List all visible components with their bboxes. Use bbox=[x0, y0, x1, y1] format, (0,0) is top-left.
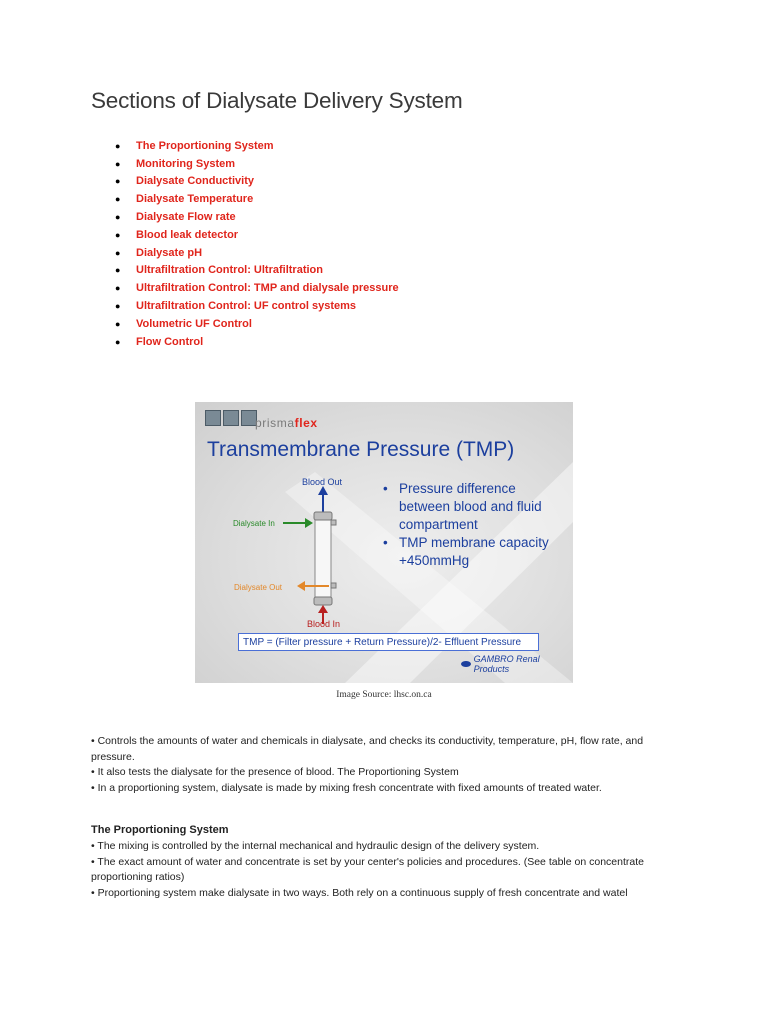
toc-link-dialysate-flow-rate[interactable]: Dialysate Flow rate bbox=[136, 211, 236, 224]
slide-bullet bbox=[383, 534, 549, 570]
toc-item bbox=[115, 262, 399, 280]
bullet-icon: ● bbox=[115, 229, 121, 240]
toc-link-uf-control-tmp[interactable]: Ultrafiltration Control: TMP and dialysale pressure bbox=[136, 282, 399, 295]
toc-link-dialysate-conductivity[interactable]: Dialysate Conductivity bbox=[136, 175, 254, 188]
toc-link-dialysate-temperature[interactable]: Dialysate Temperature bbox=[136, 193, 254, 206]
slide-heading: Transmembrane Pressure (TMP) bbox=[207, 438, 515, 461]
bullet-icon: ● bbox=[115, 158, 121, 169]
intro-paragraph: • Controls the amounts of water and chemicals in dialysate, and checks its conductivity, temperature, pH, flow rate, and pressure. bbox=[91, 735, 644, 763]
logo-prefix: prisma bbox=[255, 416, 295, 430]
bullet-icon: • bbox=[383, 535, 388, 550]
section-heading: The Proportioning System bbox=[91, 824, 229, 836]
slide-bullet-text: TMP membrane capacity +450mmHg bbox=[399, 535, 549, 568]
bullet-icon: ● bbox=[115, 194, 121, 205]
bullet-icon: ● bbox=[115, 265, 121, 276]
page-title: Sections of Dialysate Delivery System bbox=[91, 88, 463, 113]
blood-in-label: Blood In bbox=[307, 619, 341, 629]
gambro-text: GAMBRO Renal Products bbox=[473, 654, 540, 674]
dialysate-out-label: Dialysate Out bbox=[234, 583, 283, 592]
bullet-icon: ● bbox=[115, 301, 121, 312]
bullet-icon: ● bbox=[115, 176, 121, 187]
slide-bullet-list bbox=[383, 480, 549, 570]
toc-item bbox=[115, 155, 399, 173]
bullet-icon: ● bbox=[115, 212, 121, 223]
intro-paragraph: • It also tests the dialysate for the presence of blood. The Proportioning System bbox=[91, 766, 459, 778]
gambro-logo bbox=[461, 654, 573, 674]
toc-item bbox=[115, 279, 399, 297]
section-paragraph: • The mixing is controlled by the internal mechanical and hydraulic design of the delivery system. bbox=[91, 840, 540, 852]
toc-item bbox=[115, 333, 399, 351]
dialysate-in-label: Dialysate In bbox=[233, 519, 275, 528]
toc-item bbox=[115, 173, 399, 191]
slide-bullet bbox=[383, 480, 549, 534]
gambro-mark-icon bbox=[461, 661, 471, 667]
bullet-icon: ● bbox=[115, 318, 121, 329]
toc-item bbox=[115, 190, 399, 208]
toc-link-uf-control-ultrafiltration[interactable]: Ultrafiltration Control: Ultrafiltration bbox=[136, 264, 323, 277]
toc-link-uf-control-systems[interactable]: Ultrafiltration Control: UF control systems bbox=[136, 300, 357, 313]
bullet-icon: ● bbox=[115, 336, 121, 347]
toc-link-dialysate-ph[interactable]: Dialysate pH bbox=[136, 246, 203, 259]
toc-list bbox=[115, 137, 399, 351]
proportioning-section bbox=[91, 839, 681, 901]
slide-bullet-text: Pressure difference between blood and fluid compartment bbox=[399, 481, 542, 532]
toc-link-monitoring-system[interactable]: Monitoring System bbox=[136, 157, 236, 170]
logo-suffix: flex bbox=[294, 416, 318, 430]
bullet-icon: ● bbox=[115, 140, 121, 151]
tmp-slide-image bbox=[195, 402, 573, 683]
toc-link-volumetric-uf-control[interactable]: Volumetric UF Control bbox=[136, 317, 252, 330]
tmp-formula: TMP = (Filter pressure + Return Pressure)/2- Effluent Pressure bbox=[238, 633, 539, 651]
toc-item bbox=[115, 297, 399, 315]
toc-link-proportioning-system[interactable]: The Proportioning System bbox=[136, 139, 274, 152]
intro-section bbox=[91, 734, 681, 796]
image-caption: Image Source: lhsc.on.ca bbox=[336, 690, 432, 700]
bullet-icon: • bbox=[383, 481, 388, 496]
bullet-icon: ● bbox=[115, 247, 121, 258]
toc-item bbox=[115, 244, 399, 262]
toc-item bbox=[115, 226, 399, 244]
toc-item bbox=[115, 315, 399, 333]
blood-out-label: Blood Out bbox=[302, 477, 343, 487]
toc-link-flow-control[interactable]: Flow Control bbox=[136, 335, 204, 348]
toc-link-blood-leak-detector[interactable]: Blood leak detector bbox=[136, 228, 239, 241]
section-paragraph: • Proportioning system make dialysate in two ways. Both rely on a continuous supply of fresh concentrate and watel bbox=[91, 886, 628, 899]
section-paragraph: • The exact amount of water and concentrate is set by your center's policies and procedures. (See table on concentrate proportioning ratios) bbox=[91, 855, 644, 883]
bullet-icon: ● bbox=[115, 283, 121, 294]
toc-item bbox=[115, 208, 399, 226]
toc-item bbox=[115, 137, 399, 155]
intro-paragraph: • In a proportioning system, dialysate is made by mixing fresh concentrate with fixed amounts of treated water. bbox=[91, 781, 602, 794]
